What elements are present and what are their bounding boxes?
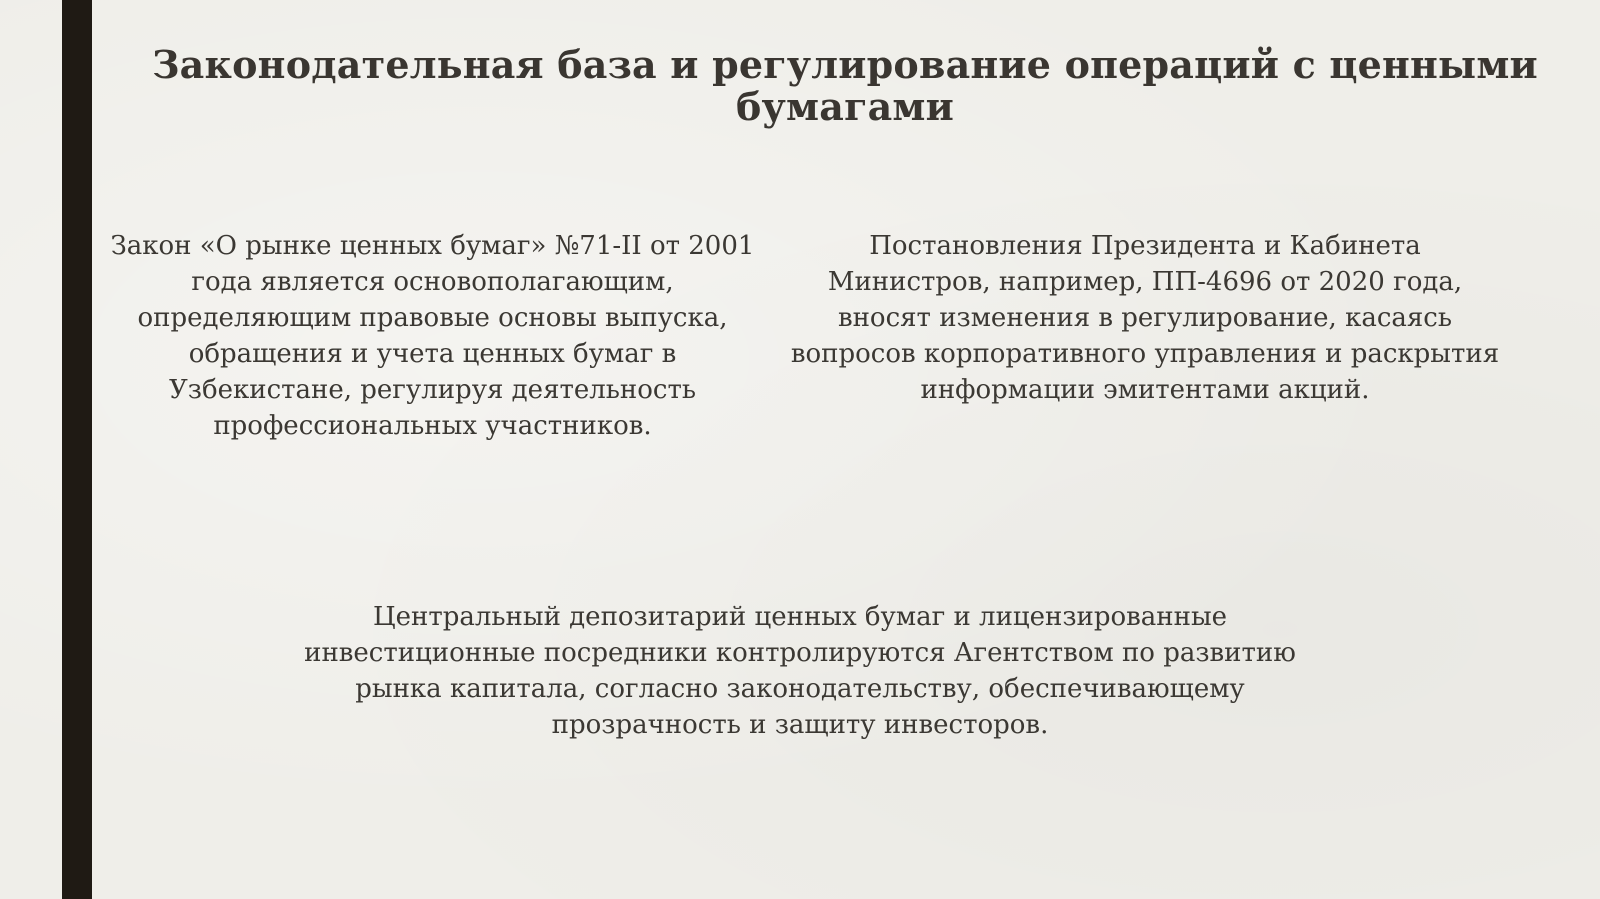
depository-paragraph: Центральный депозитарий ценных бумаг и лицензированные инвестиционные посредники контролируются Агентством по развитию рынка капитала, согласно законодательству, обеспечивающему прозрачность и защиту инвесторов. — [304, 602, 1296, 740]
slide-title: Законодательная база и регулирование операций с ценными бумагами — [152, 42, 1538, 129]
resolutions-paragraph: Постановления Президента и Кабинета Министров, например, ПП-4696 от 2020 года, вносят изменения в регулирование, касаясь вопросов корпоративного управления и раскрытия информации эмитентами акций. — [790, 231, 1500, 405]
accent-bar — [62, 0, 92, 899]
law-paragraph: Закон «О рынке ценных бумаг» №71-II от 2001 года является основополагающим, определяющим правовые основы выпуска, обращения и учета ценных бумаг в Узбекистане, регулируя деятельность профессиональных участников. — [110, 231, 755, 441]
